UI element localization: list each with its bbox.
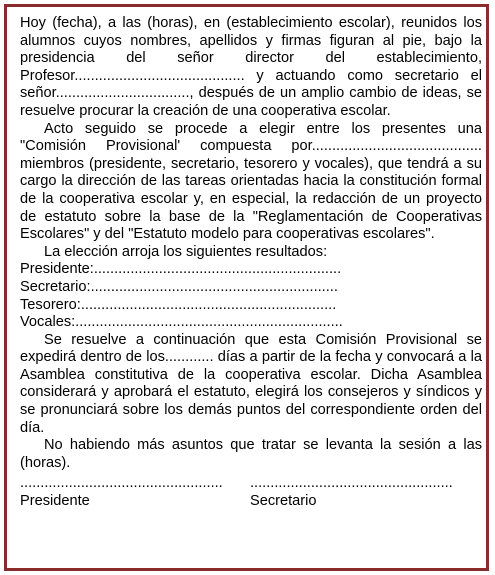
signature-label-presidente: Presidente (20, 493, 90, 510)
field-secretario: Secretario:............................................................. (20, 278, 338, 295)
field-vocales: Vocales:.................................................................. (20, 314, 343, 331)
signature-lines (20, 475, 482, 493)
document-frame (4, 4, 489, 571)
signature-labels (20, 493, 482, 511)
paragraph-resolution: Se resuelve a continuación que esta Comisión Provisional se expedirá dentro de los............ días a partir de la fecha y convocará a la Asamblea constitutiva de la cooperativa escolar. Dicha Asamblea considerará y aprobará el estatuto, elegirá los consejeros y síndicos y se pronunciará sobre los demás puntos del correspondiente orden del día. (20, 331, 482, 436)
signature-line-presidente: .................................................. (20, 475, 223, 492)
field-tesorero: Tesorero:............................................................... (20, 296, 337, 313)
field-presidente: Presidente:............................................................. (20, 261, 342, 278)
signature-label-secretario: Secretario (250, 493, 317, 510)
signature-line-secretario: .................................................. (250, 475, 453, 492)
paragraph-election: La elección arroja los siguientes resultados: (44, 243, 328, 260)
paragraph-intro: Hoy (fecha), a las (horas), en (establecimiento escolar), reunidos los alumnos cuyos nombres, apellidos y firmas figuran al pie, bajo la presidencia del señor director del establecimiento, Profesor.......................................... y actuando como secretario el señor................................., después de un amplio cambio de ideas, se resuelve procurar la creación de una cooperativa escolar. (20, 15, 482, 119)
paragraph-commission: Acto seguido se procede a elegir entre los presentes una "Comisión Provisional' compuesta por.......................................... miembros (presidente, secretario, tesorero y vocales), que tendrá a su cargo la dirección de las tareas orientadas hacia la constitución formal de la cooperativa escolar y, en especial, la redacción de un proyecto de estatuto sobre la base de la "Reglamentación de Cooperativas Escolares" y del "Estatuto modelo para cooperativas escolares". (20, 120, 482, 243)
acta-document (20, 15, 482, 511)
paragraph-closing: No habiendo más asuntos que tratar se levanta la sesión a las (horas). (20, 437, 482, 471)
